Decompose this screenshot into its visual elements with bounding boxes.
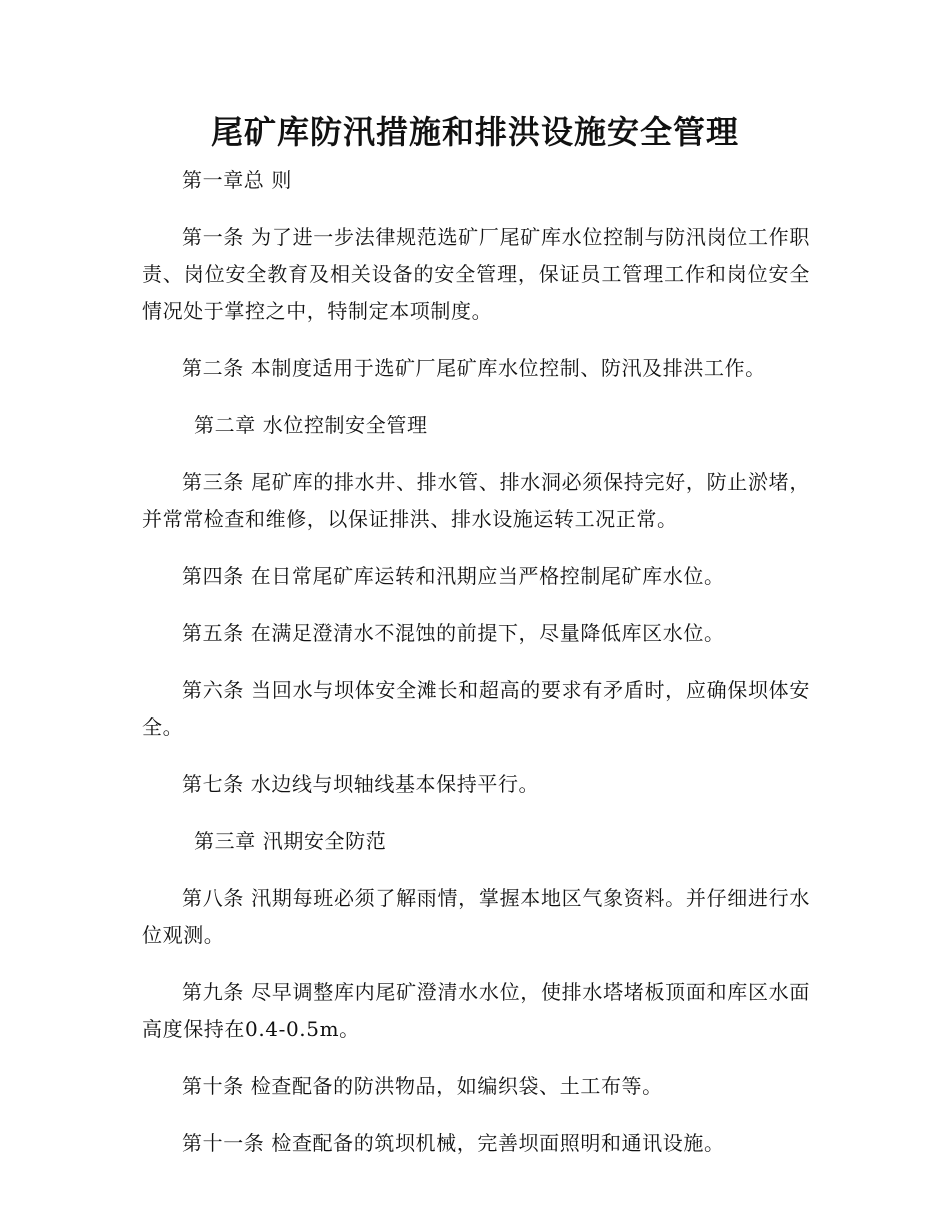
article-4: 第四条 在日常尾矿库运转和汛期应当严格控制尾矿库水位。 (182, 564, 725, 588)
chapter-heading-3: 第三章 汛期安全防范 (194, 829, 387, 853)
article-6: 第六条 当回水与坝体安全滩长和超高的要求有矛盾时，应确保坝体安全。 (142, 678, 810, 739)
article-9: 第九条 尽早调整库内尾矿澄清水水位，使排水塔堵板顶面和库区水面高度保持在0.4-0.5m。 (142, 980, 810, 1041)
chapter-heading-1: 第一章总 则 (182, 168, 292, 192)
article-10: 第十条 检查配备的防洪物品，如编织袋、土工布等。 (182, 1074, 663, 1098)
article-8: 第八条 汛期每班必须了解雨情，掌握本地区气象资料。并仔细进行水位观测。 (142, 886, 810, 947)
document-body (142, 162, 810, 1182)
article-11: 第十一条 检查配备的筑坝机械，完善坝面照明和通讯设施。 (182, 1131, 725, 1155)
page-title: 尾矿库防汛措施和排洪设施安全管理 (210, 113, 739, 151)
article-2: 第二条 本制度适用于选矿厂尾矿库水位控制、防汛及排洪工作。 (182, 356, 766, 380)
article-7: 第七条 水边线与坝轴线基本保持平行。 (182, 772, 540, 796)
article-3: 第三条 尾矿库的排水井、排水管、排水洞必须保持完好，防止淤堵，并常常检查和维修，以保证排洪、排水设施运转工况正常。 (142, 470, 810, 531)
chapter-heading-2: 第二章 水位控制安全管理 (194, 413, 428, 437)
article-5: 第五条 在满足澄清水不混蚀的前提下，尽量降低库区水位。 (182, 621, 725, 645)
article-1: 第一条 为了进一步法律规范选矿厂尾矿库水位控制与防汛岗位工作职责、岗位安全教育及相关设备的安全管理，保证员工管理工作和岗位安全情况处于掌控之中，特制定本项制度。 (142, 225, 810, 323)
